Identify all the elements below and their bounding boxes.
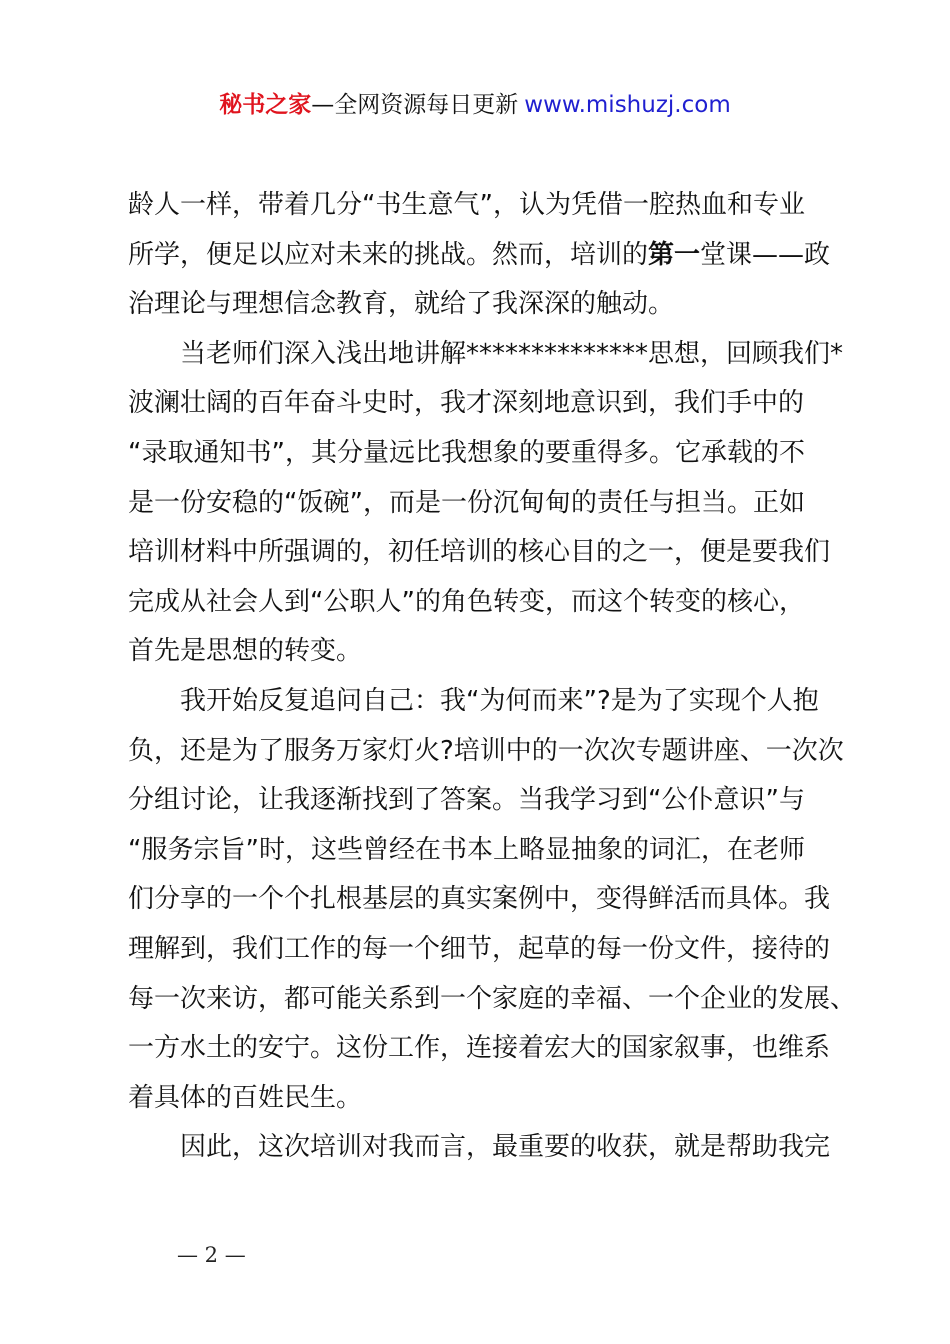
page-header: [0, 88, 950, 122]
text-line: 完成从社会人到“公职人”的角色转变，而这个转变的核心，: [128, 586, 805, 617]
paragraph-first-line: 因此，这次培训对我而言，最重要的收获，就是帮助我完: [180, 1132, 831, 1163]
document-body: [128, 181, 857, 1173]
text-line: 每一次来访，都可能关系到一个家庭的幸福、一个企业的发展、: [128, 983, 857, 1014]
bold-text-run: 第一: [648, 239, 701, 270]
text-run: 所学，便足以应对未来的挑战。然而，培训的: [128, 239, 649, 270]
text-line: 理解到，我们工作的每一个细节，起草的每一份文件，接待的: [128, 933, 831, 964]
site-brand: 秘书之家: [219, 92, 312, 118]
text-line: 首先是思想的转变。: [128, 636, 363, 667]
text-line: 治理论与理想信念教育，就给了我深深的触动。: [128, 289, 675, 320]
text-line: “服务宗旨”时，这些曾经在书本上略显抽象的词汇，在老师: [128, 834, 805, 865]
text-line: 负，还是为了服务万家灯火?培训中的一次次专题讲座、一次次: [128, 735, 844, 766]
text-line: 龄人一样，带着几分“书生意气”，认为凭借一腔热血和专业: [128, 190, 805, 220]
site-url: www.mishuzj.com: [524, 92, 731, 118]
text-line: 波澜壮阔的百年奋斗史时，我才深刻地意识到，我们手中的: [128, 388, 805, 419]
text-line: 着具体的百姓民生。: [128, 1082, 363, 1113]
text-line: [128, 231, 840, 281]
paragraph-first-line: 我开始反复追问自己：我“为何而来”?是为了实现个人抱: [180, 685, 819, 716]
text-line: 一方水土的安宁。这份工作，连接着宏大的国家叙事，也维系: [128, 1033, 831, 1064]
text-line: “录取通知书”，其分量远比我想象的要重得多。它承载的不: [128, 437, 805, 468]
page-number: — 2 —: [177, 1243, 246, 1267]
text-line: 分组讨论，让我逐渐找到了答案。当我学习到“公仆意识”与: [128, 785, 805, 816]
text-run: 堂课——政: [700, 239, 831, 270]
site-tagline: —全网资源每日更新: [311, 92, 519, 118]
text-line: 们分享的一个个扎根基层的真实案例中，变得鲜活而具体。我: [128, 884, 831, 915]
text-line: 是一份安稳的“饭碗”，而是一份沉甸甸的责任与担当。正如: [128, 487, 805, 518]
paragraph-first-line: 当老师们深入浅出地讲解**************思想，回顾我们*: [180, 338, 844, 369]
text-line: 培训材料中所强调的，初任培训的核心目的之一，便是要我们: [128, 537, 831, 568]
